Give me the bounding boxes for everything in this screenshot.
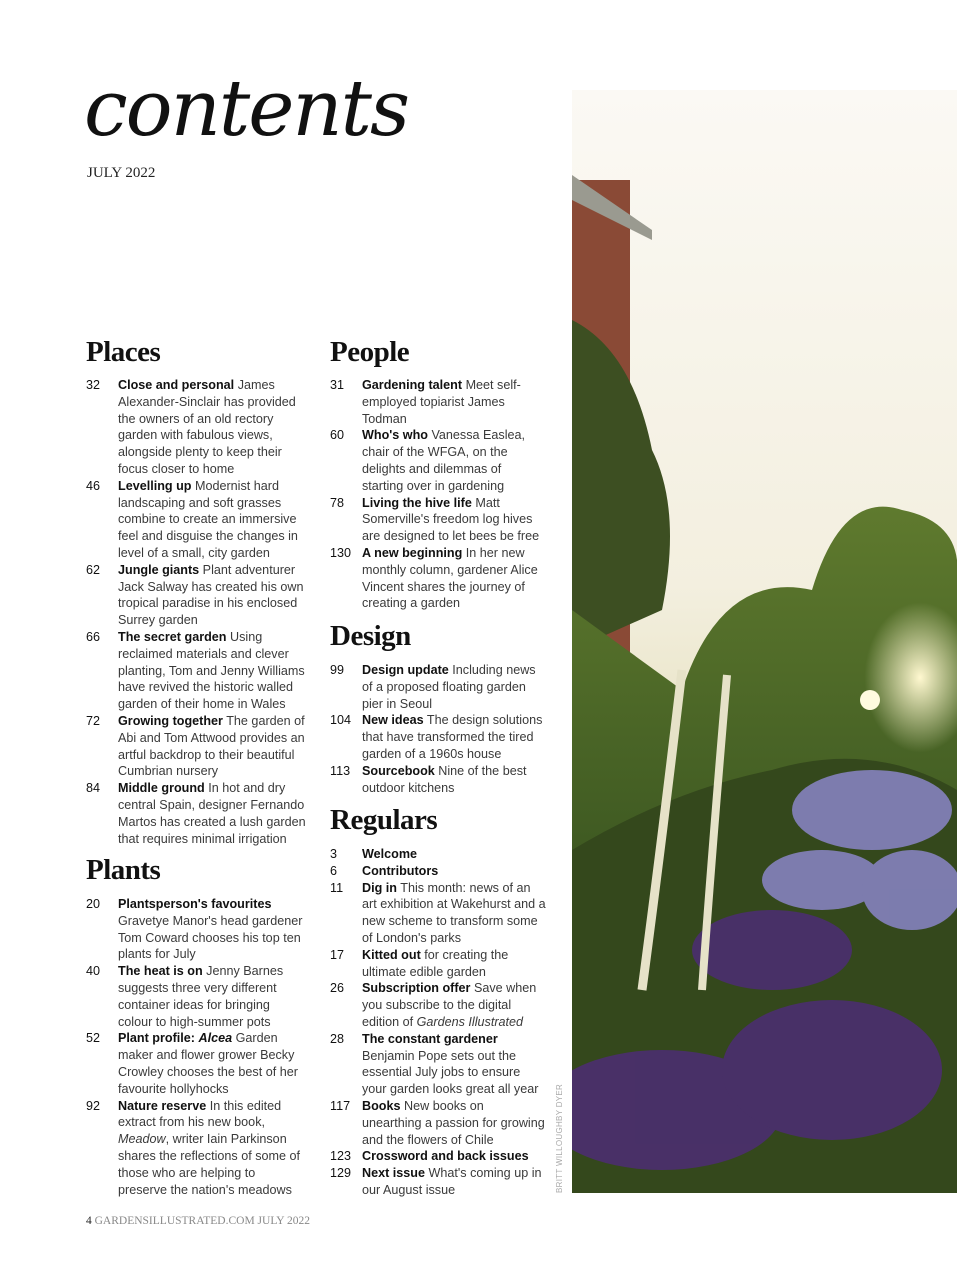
contents-entry[interactable]: [330, 880, 546, 947]
contents-entry[interactable]: [86, 1030, 306, 1097]
contents-entry[interactable]: [330, 545, 546, 612]
people-list: [330, 377, 546, 612]
entry-description: Jenny Barnes suggests three very different container ideas for bringing colour to high-summer pots: [118, 964, 284, 1029]
footer-text: GARDENSILLUSTRATED.COM JULY 2022: [94, 1215, 310, 1227]
entry-description-italic: Meadow: [118, 1132, 166, 1147]
page-number: 11: [330, 880, 344, 895]
entry-text: [118, 478, 306, 562]
entry-description: New books on unearthing a passion for growing and the flowers of Chile: [362, 1098, 545, 1147]
contents-entry[interactable]: [330, 427, 546, 494]
entry-description: In her new monthly column, gardener Alice Vincent shares the journey of creating a garden: [362, 545, 538, 611]
entry-title: Jungle giants: [118, 562, 200, 577]
contents-entry[interactable]: [330, 1165, 546, 1199]
entry-title: Next issue: [362, 1166, 425, 1181]
contents-entry[interactable]: [86, 963, 306, 1030]
page-number: 60: [330, 428, 345, 443]
contents-entry[interactable]: [86, 713, 306, 780]
entry-description: Matt Somerville's freedom log hives are designed to let bees be free: [362, 495, 540, 544]
contents-entry[interactable]: [86, 1098, 306, 1199]
entry-text: [362, 1031, 546, 1098]
entry-description: James Alexander-Sinclair has provided the owners of an old rectory garden with fabulous views, alongside plenty to keep their focus closer to home: [118, 378, 296, 476]
page-number: 66: [86, 629, 101, 644]
entry-text: [362, 662, 546, 712]
issue-date: JULY 2022: [87, 165, 156, 181]
contents-entry[interactable]: [86, 896, 306, 963]
entry-description: Plant adventurer Jack Salway has created his own tropical paradise in his enclosed Surrey garden: [118, 562, 304, 628]
page-number: 72: [86, 713, 101, 728]
entry-title: Who's who: [362, 428, 428, 443]
page-number: 26: [330, 981, 345, 996]
page-number: 78: [330, 495, 345, 510]
entry-title: Living the hive life: [362, 495, 472, 510]
entry-text: [362, 846, 546, 863]
page-number: 6: [330, 863, 338, 878]
entry-description: This month: news of an art exhibition at Wakehurst and a new scheme to transform some of London's parks: [362, 880, 546, 945]
entry-text: [362, 863, 546, 880]
entry-description: The garden of Abi and Tom Attwood provides an artful backdrop to their beautiful Cumbrian nursery: [118, 713, 305, 779]
entry-description: What's coming up in our August issue: [362, 1166, 542, 1197]
entry-title: Books: [362, 1098, 401, 1113]
entry-title: Crossword and back issues: [362, 1149, 529, 1164]
contents-entry[interactable]: [330, 947, 546, 981]
contents-entry[interactable]: [86, 780, 306, 847]
page-number: 40: [86, 964, 101, 979]
page-number: 104: [330, 713, 352, 728]
garden-photo: [572, 90, 957, 1193]
entry-title: Design update: [362, 663, 449, 677]
page-footer: [86, 1215, 310, 1227]
section-heading-regulars: Regulars: [330, 804, 438, 836]
entry-title: Subscription offer: [362, 981, 471, 996]
entry-text: [362, 947, 546, 981]
page-number: 20: [86, 897, 101, 911]
entry-description-cont: , writer Iain Parkinson shares the reflections of some of those who are helping to preserve the nation's meadows: [118, 1132, 301, 1197]
contents-entry[interactable]: [86, 629, 306, 713]
entry-text: [118, 562, 306, 629]
entry-title: Middle ground: [118, 781, 205, 796]
contents-entry[interactable]: [86, 377, 306, 478]
entry-text: [362, 1165, 546, 1199]
contents-entry[interactable]: [86, 562, 306, 629]
page-number: 4: [86, 1215, 92, 1227]
entry-title-italic: Alcea: [198, 1031, 233, 1046]
contents-entry[interactable]: [330, 1031, 546, 1098]
section-heading-people: People: [330, 336, 410, 368]
entry-description: Gravetye Manor's head gardener Tom Coward chooses his top ten plants for July: [118, 913, 303, 962]
entry-text: [362, 427, 546, 494]
entry-title: Welcome: [362, 847, 418, 861]
entry-description: The design solutions that have transformed the tired garden of a 1960s house: [362, 713, 543, 761]
contents-entry[interactable]: [330, 846, 546, 863]
entry-title: Close and personal: [118, 378, 235, 392]
entry-description: Meet self-employed topiarist James Todman: [362, 378, 521, 426]
entry-text: [362, 377, 546, 427]
page-number: 92: [86, 1098, 101, 1113]
entry-text: [118, 780, 306, 847]
page-number: 113: [330, 763, 351, 778]
page-number: 123: [330, 1149, 352, 1164]
entry-title: Kitted out: [362, 947, 421, 962]
contents-entry[interactable]: [330, 1098, 546, 1148]
regulars-list: [330, 846, 546, 1199]
contents-entry[interactable]: [330, 763, 546, 797]
entry-title: The constant gardener: [362, 1031, 498, 1046]
entry-title: Gardening talent: [362, 378, 463, 392]
contents-entry[interactable]: [330, 980, 546, 1030]
entry-title: The secret garden: [118, 629, 227, 644]
entry-title: The heat is on: [118, 964, 203, 979]
entry-description: In this edited extract from his new book,: [118, 1098, 282, 1130]
entry-text: [362, 712, 546, 762]
page-number: 17: [330, 947, 345, 962]
contents-entry[interactable]: [86, 478, 306, 562]
page-number: 52: [86, 1031, 101, 1046]
contents-entry[interactable]: [330, 377, 546, 427]
entry-text: [362, 880, 546, 947]
entry-title: Growing together: [118, 713, 223, 728]
entry-text: [362, 495, 546, 545]
page-number: 31: [330, 378, 345, 392]
contents-entry[interactable]: [330, 712, 546, 762]
entry-description: Vanessa Easlea, chair of the WFGA, on the delights and dilemmas of starting over in gardening: [362, 428, 526, 493]
entry-text: [362, 980, 546, 1030]
entry-text: [118, 1030, 306, 1097]
entry-title: Levelling up: [118, 478, 192, 493]
places-list: [86, 377, 306, 847]
entry-title: Plantsperson's favourites: [118, 897, 272, 911]
entry-description: for creating the ultimate edible garden: [362, 947, 509, 979]
page-number: 3: [330, 847, 338, 861]
entry-description: Using reclaimed materials and clever planting, Tom and Jenny Williams have revived the historic walled garden of their home in Wales: [118, 629, 305, 712]
section-heading-design: Design: [330, 620, 411, 652]
entry-title: Contributors: [362, 863, 439, 878]
entry-description-italic: Gardens Illustrated: [416, 1014, 524, 1029]
entry-description: Modernist hard landscaping and soft grasses combine to create an immersive feel and disguise the changes in level of a small, city garden: [118, 478, 298, 560]
page-number: 84: [86, 781, 101, 796]
section-heading-plants: Plants: [86, 854, 161, 886]
entry-description: Nine of the best outdoor kitchens: [362, 763, 527, 795]
entry-text: [118, 629, 306, 713]
entry-title: New ideas: [362, 713, 424, 728]
entry-title: Plant profile:: [118, 1031, 195, 1046]
design-list: [330, 662, 546, 796]
photo-credit: BRITT WILLOUGHBY DYER: [555, 1083, 564, 1193]
contents-entry[interactable]: [330, 863, 546, 880]
page-number: 28: [330, 1031, 345, 1046]
entry-text: [118, 896, 306, 963]
contents-entry[interactable]: [330, 662, 546, 712]
page-number: 130: [330, 545, 352, 560]
page-number: 32: [86, 378, 101, 392]
entry-text: [362, 1098, 546, 1148]
entry-description: Benjamin Pope sets out the essential July jobs to ensure your garden looks great all year: [362, 1048, 539, 1097]
entry-text: [118, 377, 306, 478]
entry-text: [362, 763, 546, 797]
entry-text: [118, 713, 306, 780]
page-number: 117: [330, 1098, 351, 1113]
entry-description: Save when you subscribe to the digital edition of: [362, 981, 537, 1029]
entry-description: Garden maker and flower grower Becky Crowley chooses the best of her favourite hollyhocks: [118, 1031, 298, 1096]
page-number: 46: [86, 478, 101, 493]
entry-title: A new beginning: [362, 545, 463, 560]
entry-title: Sourcebook: [362, 763, 435, 778]
contents-entry[interactable]: [330, 1148, 546, 1165]
page-number: 62: [86, 562, 101, 577]
entry-description: In hot and dry central Spain, designer Fernando Martos has created a lush garden that requires minimal irrigation: [118, 781, 306, 846]
entry-text: [362, 545, 546, 612]
plants-list: [86, 896, 306, 1198]
entry-description: Including news of a proposed floating garden pier in Seoul: [362, 663, 536, 711]
entry-text: [362, 1148, 546, 1165]
contents-entry[interactable]: [330, 495, 546, 545]
entry-title: Nature reserve: [118, 1098, 207, 1113]
entry-text: [118, 963, 306, 1030]
page-number: 99: [330, 663, 345, 677]
entry-text: [118, 1098, 306, 1199]
section-heading-places: Places: [86, 336, 161, 368]
entry-title: Dig in: [362, 880, 397, 895]
page-number: 129: [330, 1166, 352, 1181]
page-title: contents: [84, 64, 408, 154]
